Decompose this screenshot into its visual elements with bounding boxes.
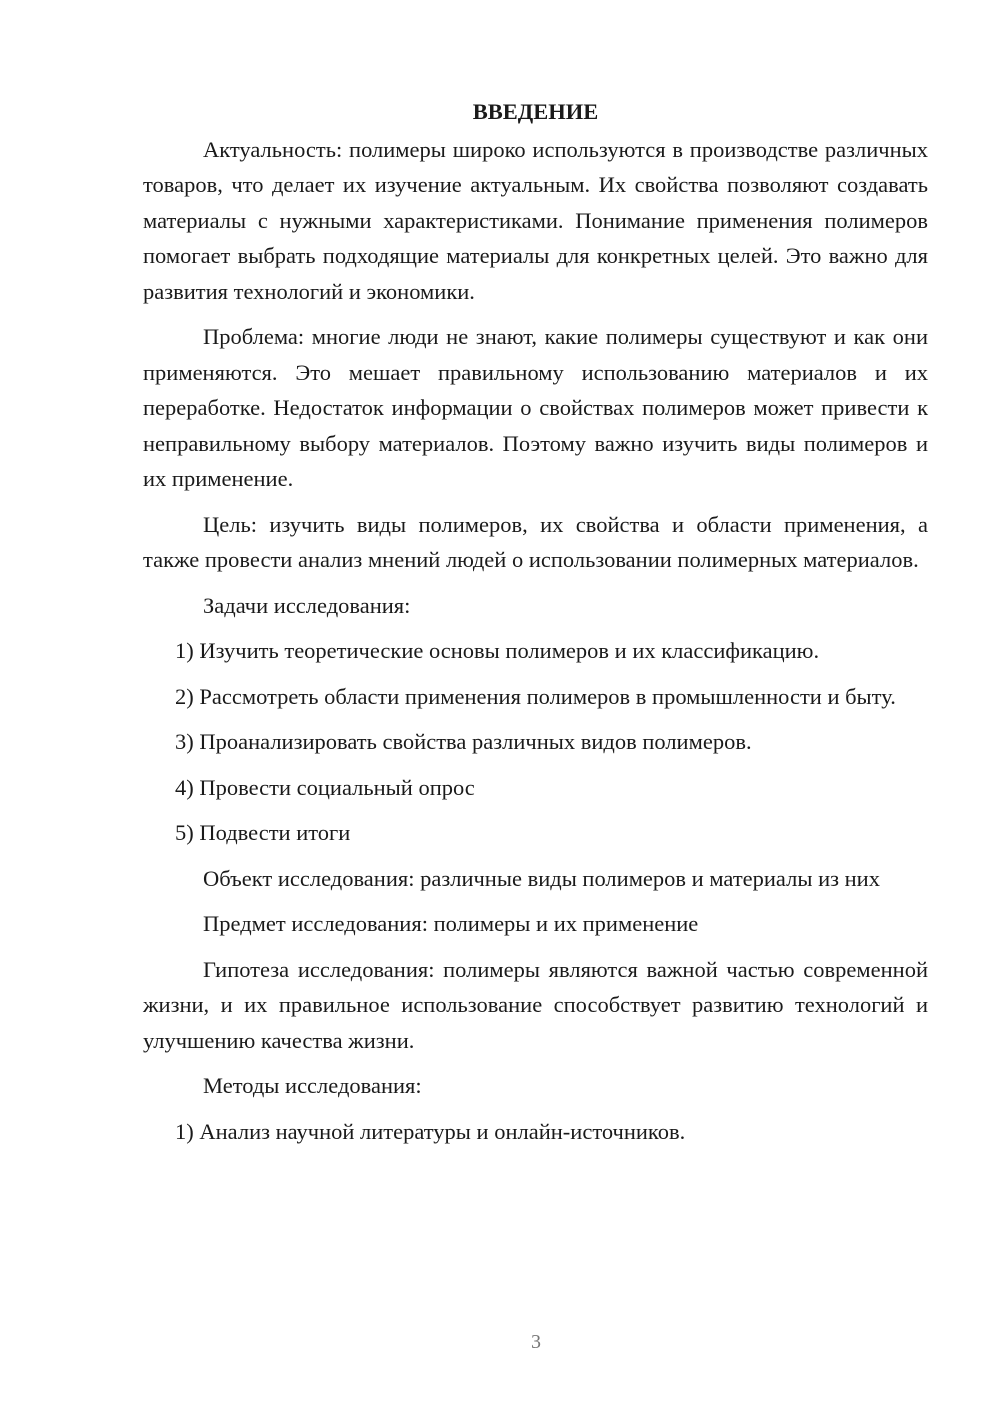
page-number: 3: [531, 1331, 541, 1353]
task-item: 1) Изучить теоретические основы полимеров и их классификацию.: [175, 638, 820, 663]
task-item: 4) Провести социальный опрос: [175, 774, 475, 800]
document-page: [143, 94, 928, 1159]
methods-label: Методы исследования:: [203, 1073, 422, 1098]
object-paragraph: Объект исследования: различные виды полимеров и материалы из них: [203, 865, 880, 891]
method-item: 1) Анализ научной литературы и онлайн-источников.: [175, 1118, 686, 1144]
subject-paragraph: Предмет исследования: полимеры и их применение: [203, 911, 699, 936]
section-heading: ВВЕДЕНИЕ: [472, 99, 599, 124]
task-item: 3) Проанализировать свойства различных видов полимеров.: [175, 729, 752, 754]
problem-paragraph: Проблема: многие люди не знают, какие полимеры существуют и как они применяются. Это мешает правильному использованию материалов и их переработке. Недостаток информации о свойствах полимеров может привести к неправильному выбору материалов. Поэтому важно изучить виды полимеров и их применение.: [143, 324, 928, 491]
relevance-paragraph: Актуальность: полимеры широко используются в производстве различных товаров, что делает их изучение актуальным. Их свойства позволяют создавать материалы с нужными характеристиками. Понимание применения полимеров помогает выбрать подходящие материалы для конкретных целей. Это важно для развития технологий и экономики.: [143, 136, 928, 304]
task-item: 5) Подвести итоги: [175, 820, 351, 845]
task-item: 2) Рассмотреть области применения полимеров в промышленности и быту.: [175, 683, 896, 709]
goal-paragraph: Цель: изучить виды полимеров, их свойства и области применения, а также провести анализ мнений людей о использовании полимерных материалов.: [143, 511, 928, 572]
hypothesis-paragraph: Гипотеза исследования: полимеры являются важной частью современной жизни, и их правильное использование способствует развитию технологий и улучшению качества жизни.: [143, 956, 928, 1053]
tasks-label: Задачи исследования:: [203, 592, 411, 618]
